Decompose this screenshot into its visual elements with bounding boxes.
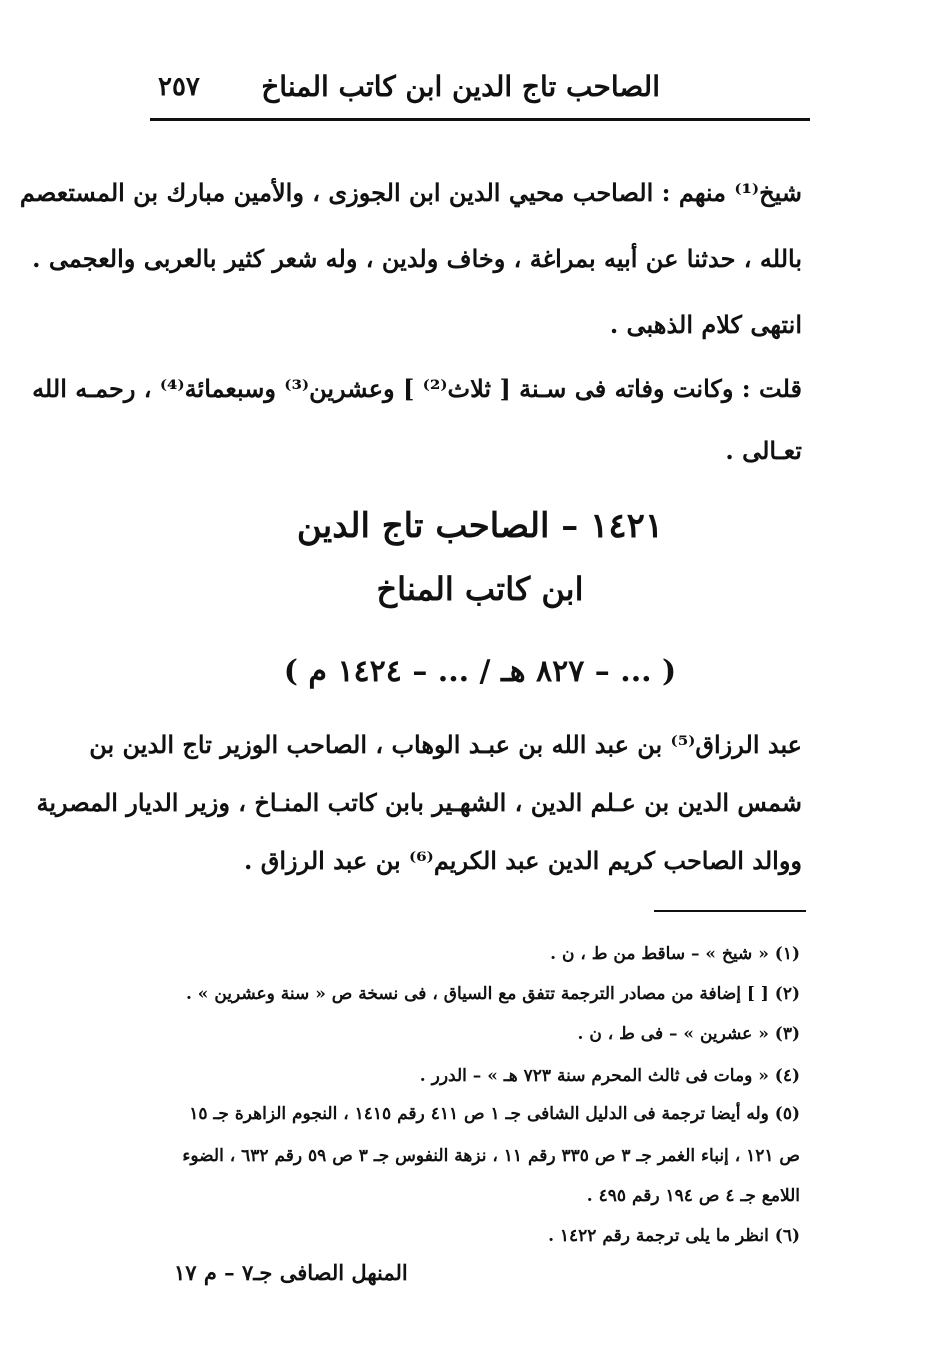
footnote-5-cont: اللامع جـ ٤ ص ١٩٤ رقم ٤٩٥ . (586, 1186, 800, 1206)
footnote-5: (٥) وله أيضا ترجمة فى الدليل الشافى جـ ١ ص ٤١١ رقم ١٤١٥ ، النجوم الزاهرة جـ ١٥ (189, 1104, 800, 1124)
footnote-2: (٢) [ ] إضافة من مصادر الترجمة تتفق مع السياق ، فى نسخة ص « سنة وعشرين » . (185, 984, 800, 1004)
entry-title: ١٤٢١ – الصاحب تاج الدين (296, 506, 664, 546)
paragraph-2 (32, 358, 802, 482)
text-line: ووالد الصاحب كريم الدين عبد الكريم⁽⁶⁾ بن عبد الرزاق . (244, 846, 802, 875)
footnote-5-cont: ص ١٢١ ، إنباء الغمر جـ ٣ ص ٣٣٥ رقم ١١ ، نزهة النفوس جـ ٣ ص ٥٩ رقم ٦٣٢ ، الضوء (182, 1146, 800, 1166)
page-number: ٢٥٧ (158, 72, 200, 102)
footnote-1: (١) « شيخ » – ساقط من ط ، ن . (550, 944, 800, 964)
running-header (150, 68, 810, 112)
footnote-6: (٦) انظر ما يلى ترجمة رقم ١٤٢٢ . (548, 1226, 800, 1246)
footnote-rule (654, 910, 806, 912)
header-rule (150, 118, 810, 121)
running-title: الصاحب تاج الدين ابن كاتب المناخ (261, 70, 660, 103)
text-line: انتهى كلام الذهبى . (609, 310, 802, 339)
paragraph-3 (36, 716, 802, 890)
entry-subtitle: ابن كاتب المناخ (376, 570, 584, 608)
text-line: شمس الدين بن عـلم الدين ، الشهـير بابن كاتب المنـاخ ، وزير الديار المصرية (36, 788, 802, 817)
footnote-3: (٣) « عشرين » – فى ط ، ن . (577, 1024, 800, 1044)
text-line: تعـالى . (725, 436, 802, 465)
volume-signature: المنهل الصافى جـ٧ – م ١٧ (174, 1260, 408, 1285)
text-line: عبد الرزاق⁽⁵⁾ بن عبد الله بن عبـد الوهاب ، الصاحب الوزير تاج الدين بن (89, 730, 802, 759)
paragraph-1 (19, 160, 802, 358)
text-line: قلت : وكانت وفاته فى سـنة [ ثلاث⁽²⁾ ] وعشرين⁽³⁾ وسبعمائة⁽⁴⁾ ، رحمـه الله (32, 374, 802, 403)
text-line: بالله ، حدثنا عن أبيه بمراغة ، وخاف ولدين ، وله شعر كثير بالعربى والعجمى . (32, 244, 802, 273)
text-line: شيخ⁽¹⁾ منهم : الصاحب محيي الدين ابن الجوزى ، والأمين مبارك بن المستعصم (19, 178, 802, 207)
entry-dates: ( ... – ٨٢٧ هـ / ... – ١٤٢٤ م ) (283, 654, 677, 689)
footnote-4: (٤) « ومات فى ثالث المحرم سنة ٧٢٣ هـ » – الدرر . (419, 1066, 800, 1086)
